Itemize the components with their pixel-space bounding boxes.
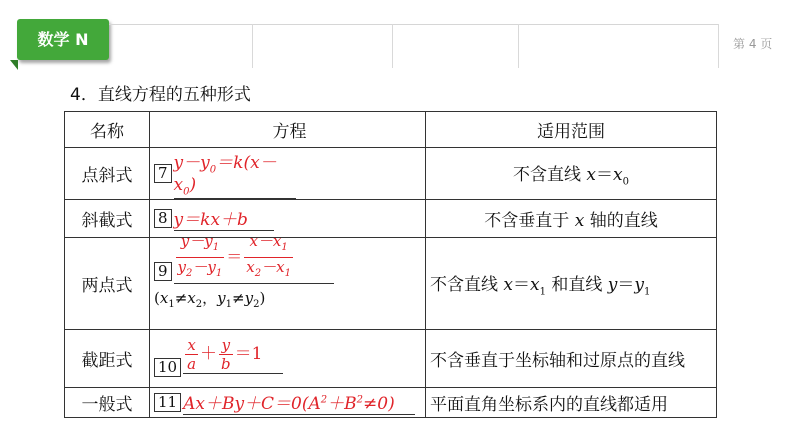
header-range: 适用范围 <box>426 112 717 148</box>
form-name: 点斜式 <box>65 148 150 200</box>
header-separator <box>252 24 253 68</box>
answer-blank <box>183 389 415 415</box>
table-row <box>65 199 717 237</box>
answer-blank <box>174 205 274 231</box>
range-text: 不含垂直于 x 轴的直线 <box>484 210 658 231</box>
section-title: 4．直线方程的五种形式 <box>70 85 251 105</box>
fraction-left: $\frac{y-y_1}{y_2-y_1}$ <box>177 232 223 280</box>
fraction-x-a: $\frac{x}{a}$ <box>187 336 197 374</box>
header-divider <box>109 24 719 25</box>
range-cell <box>426 199 717 237</box>
blank-number: 9 <box>154 262 172 281</box>
range-cell <box>426 148 717 200</box>
range-text: 不含直线 $x=x_0$ <box>513 164 629 188</box>
equation-cell <box>150 232 426 329</box>
header-separator <box>718 24 719 68</box>
range-cell <box>426 237 717 329</box>
subject-tag <box>17 19 109 60</box>
line-equation-forms-table <box>64 111 717 418</box>
table-row <box>65 387 717 417</box>
tag-fold-decoration <box>10 60 18 70</box>
table-row <box>65 329 717 387</box>
form-name: 斜截式 <box>65 199 150 237</box>
equation-cell <box>150 387 426 417</box>
page-number: 第 4 页 <box>733 37 773 51</box>
header-bar <box>0 0 794 74</box>
fraction-y-b: $\frac{y}{b}$ <box>221 336 231 374</box>
answer-blank: $\frac{x}{a}$ ＋ $\frac{y}{b}$ ＝1 <box>183 336 283 374</box>
blank-number: 7 <box>154 164 172 183</box>
table-header-row <box>65 112 717 148</box>
subject-tag-label: 数学 N <box>37 30 89 49</box>
blank-number: 11 <box>154 393 181 412</box>
range-text: 不含直线 $x=x_1$ 和直线 $y=y_1$ <box>430 274 651 297</box>
condition-text: ($x_1\ne x_2$，$y_1\ne y_2$) <box>154 289 266 311</box>
answer-blank <box>174 148 296 199</box>
equation-cell <box>150 148 426 200</box>
fraction-right: $\frac{x-x_1}{x_2-x_1}$ <box>246 232 291 280</box>
blank-number: 10 <box>154 358 181 377</box>
form-name: 一般式 <box>65 387 150 417</box>
answer-blank: $\frac{y-y_1}{y_2-y_1}$ ＝ $\frac{x-x_1}{x_2-x_1}$ <box>174 232 334 284</box>
form-name: 两点式 <box>65 237 150 329</box>
answer-formula: $Ax+By+C=0(A^2+B^2\ne 0)$ <box>183 394 395 415</box>
header-separator <box>392 24 393 68</box>
blank-number: 8 <box>154 209 172 228</box>
form-name: 截距式 <box>65 329 150 387</box>
range-cell: 平面直角坐标系内的直线都适用 <box>426 387 717 417</box>
answer-formula: y＝kx＋b <box>173 210 248 231</box>
header-separator <box>518 24 519 68</box>
answer-formula: $y-y_0=k(x-x_0)$ <box>173 153 277 198</box>
range-cell: 不含垂直于坐标轴和过原点的直线 <box>426 329 717 387</box>
table-row <box>65 148 717 200</box>
equation-cell <box>150 329 426 387</box>
header-equation: 方程 <box>150 112 426 148</box>
table-row <box>65 237 717 329</box>
header-name: 名称 <box>65 112 150 148</box>
